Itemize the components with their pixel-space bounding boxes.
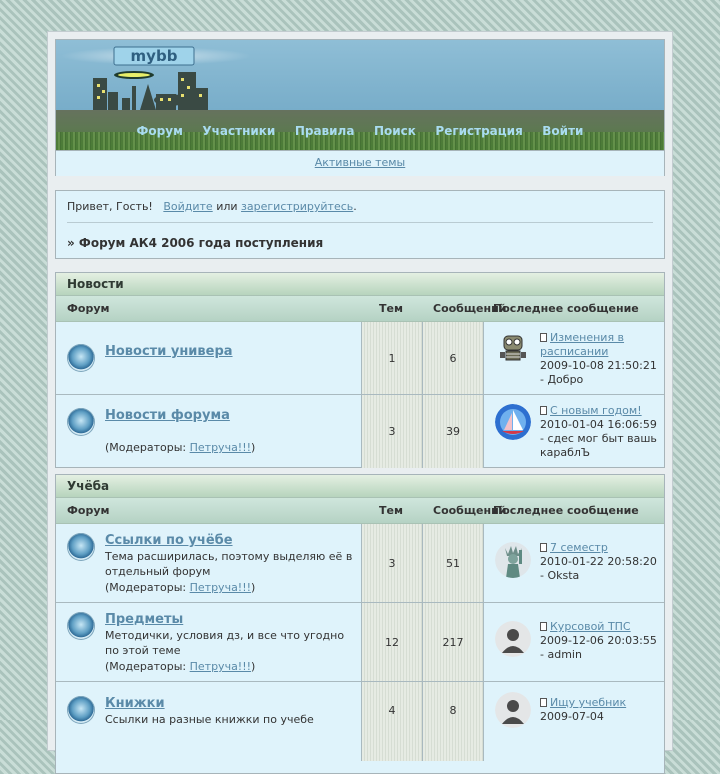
active-topics-link[interactable]: Активные темы	[314, 156, 406, 169]
posts-count: 8	[423, 682, 484, 761]
moderators: (Модераторы: Петруча!!!)	[105, 441, 256, 454]
forum-row[interactable]	[56, 322, 664, 395]
topics-count: 12	[362, 603, 423, 681]
forum-row[interactable]	[56, 395, 664, 468]
posts-count: 6	[423, 322, 484, 394]
forum-description: Ссылки на разные книжки по учебе	[105, 713, 314, 726]
last-post-meta: 2010-01-04 16:06:59 - сдес мог быт вашь караблЪ	[540, 418, 657, 459]
last-post-meta: 2009-12-06 20:03:55 - admin	[540, 634, 657, 661]
last-post-link[interactable]: 7 семестр	[550, 541, 608, 554]
col-posts: Сообщений	[433, 504, 507, 517]
last-post	[484, 682, 664, 761]
nav-rules[interactable]: Правила	[294, 124, 355, 138]
nav-search[interactable]: Поиск	[373, 124, 416, 138]
col-forum: Форум	[67, 504, 110, 517]
last-post	[484, 322, 664, 394]
forum-title-link[interactable]: Книжки	[105, 696, 165, 711]
login-link[interactable]: Войдите	[163, 200, 213, 213]
topics-count: 3	[362, 395, 423, 468]
welcome-panel	[55, 190, 665, 259]
last-post	[484, 524, 664, 602]
forum-description: Методички, условия дз, и все что угодно по этой теме	[105, 629, 345, 657]
statue-of-liberty-avatar-icon	[495, 542, 531, 578]
forum-title-link[interactable]: Предметы	[105, 612, 184, 627]
last-post-link[interactable]: Курсовой ТПС	[550, 620, 631, 633]
last-post-link[interactable]: С новым годом!	[550, 404, 642, 417]
forum-row[interactable]	[56, 524, 664, 603]
col-last: Последнее сообщение	[493, 504, 639, 517]
topics-count: 4	[362, 682, 423, 761]
last-post-meta: 2010-01-22 20:58:20 - Oksta	[540, 555, 657, 582]
moderator-link[interactable]: Петруча!!!	[189, 581, 252, 594]
post-icon	[540, 698, 547, 707]
or-text: или	[216, 200, 238, 213]
svg-text:mybb: mybb	[130, 47, 178, 65]
period-text: .	[353, 200, 357, 213]
forum-row[interactable]	[56, 603, 664, 682]
topics-count: 3	[362, 524, 423, 602]
column-header	[56, 296, 664, 322]
robot-avatar-icon	[495, 330, 531, 366]
breadcrumb: » Форум АК4 2006 года поступления	[67, 236, 324, 250]
post-icon	[540, 333, 547, 342]
col-topics: Тем	[379, 504, 403, 517]
welcome-line	[67, 200, 357, 213]
moderator-link[interactable]: Петруча!!!	[189, 660, 252, 673]
default-user-avatar-icon	[495, 621, 531, 657]
post-icon	[540, 543, 547, 552]
page-wrapper	[47, 31, 673, 751]
header	[55, 39, 665, 176]
moderators: (Модераторы: Петруча!!!)	[105, 581, 256, 594]
col-last: Последнее сообщение	[493, 302, 639, 315]
default-user-avatar-icon	[495, 692, 531, 728]
col-topics: Тем	[379, 302, 403, 315]
nav-register[interactable]: Регистрация	[435, 124, 523, 138]
register-link[interactable]: зарегистрируйтесь	[241, 200, 354, 213]
divider	[67, 222, 653, 223]
topics-count: 1	[362, 322, 423, 394]
nav-forum[interactable]: Форум	[136, 124, 183, 138]
forum-status-icon	[67, 612, 95, 640]
forum-status-icon	[67, 344, 95, 372]
greeting: Привет, Гость!	[67, 200, 153, 213]
category-title: Новости	[56, 273, 664, 296]
main-nav	[56, 124, 664, 138]
forum-status-icon	[67, 408, 95, 436]
post-icon	[540, 622, 547, 631]
forum-title-link[interactable]: Новости универа	[105, 344, 233, 359]
category-study	[55, 474, 665, 774]
last-post-link[interactable]: Изменения в расписании	[540, 331, 625, 358]
nav-members[interactable]: Участники	[202, 124, 276, 138]
forum-row[interactable]	[56, 682, 664, 761]
mybb-logo-icon[interactable]	[56, 40, 286, 115]
nav-login[interactable]: Войти	[542, 124, 584, 138]
posts-count: 217	[423, 603, 484, 681]
last-post-link[interactable]: Ищу учебник	[550, 696, 627, 709]
post-icon	[540, 406, 547, 415]
col-forum: Форум	[67, 302, 110, 315]
last-post	[484, 395, 664, 468]
category-title: Учёба	[56, 475, 664, 498]
category-news	[55, 272, 665, 468]
sub-nav	[56, 150, 664, 176]
last-post-meta: 2009-10-08 21:50:21 - Добро	[540, 359, 657, 386]
col-posts: Сообщений	[433, 302, 507, 315]
sailboat-avatar-icon	[495, 404, 531, 440]
forum-title-link[interactable]: Новости форума	[105, 408, 230, 423]
moderators: (Модераторы: Петруча!!!)	[105, 660, 256, 673]
last-post-meta: 2009-07-04	[540, 710, 604, 723]
forum-status-icon	[67, 533, 95, 561]
moderator-link[interactable]: Петруча!!!	[189, 441, 252, 454]
column-header	[56, 498, 664, 524]
posts-count: 51	[423, 524, 484, 602]
forum-title-link[interactable]: Ссылки по учёбе	[105, 533, 233, 548]
forum-description: Тема расширилась, поэтому выделяю её в отдельный форум	[105, 550, 353, 578]
last-post	[484, 603, 664, 681]
posts-count: 39	[423, 395, 484, 468]
